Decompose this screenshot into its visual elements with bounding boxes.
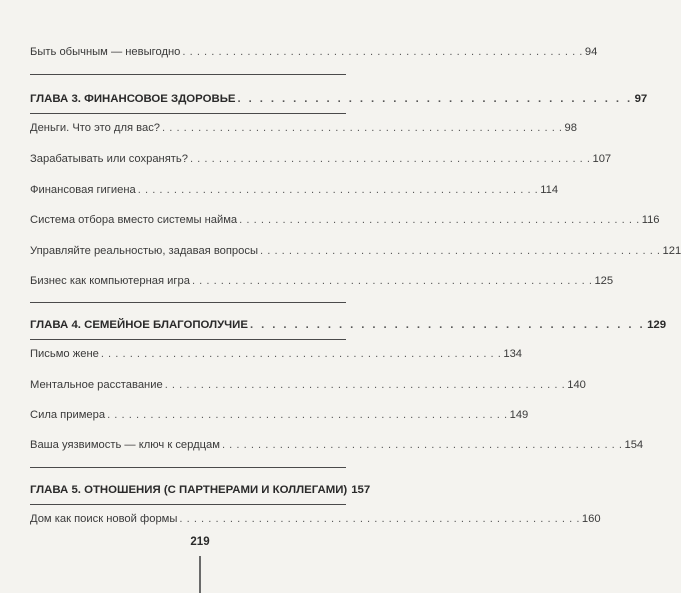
leader-dots: . . . . . . . . . . . . . . . . . . . . . . . . . . . . . . . . . . . . . . . . . . . . . . . . . . . . . . . . bbox=[107, 409, 508, 421]
page-number: 219 bbox=[190, 536, 210, 548]
toc-entry bbox=[30, 274, 614, 288]
leader-dots: . . . . . . . . . . . . . . . . . . . . . . . . . . . . . . . . . . . . . . . . . . . . . . . . . . . . . . . . bbox=[191, 275, 593, 287]
chapter-page: 129 bbox=[647, 319, 667, 331]
toc-entry-title: Быть обычным — невыгодно bbox=[30, 46, 181, 58]
leader-dots: . . . . . . . . . . . . . . . . . . . . . . . . . . . . . . . . . . . . . . . . . . . . . . . . . . . . . . . . bbox=[100, 348, 502, 360]
leader-dots: . . . . . . . . . . . . . . . . . . . . . . . . . . . . . . . . . . . . . . . . . . . . . . . . . . . . . . . . bbox=[182, 46, 583, 58]
section-divider bbox=[30, 467, 346, 468]
toc-entry bbox=[30, 408, 529, 422]
leader-dots: . . . . . . . . . . . . . . . . . . . . . . . . . . . . . . . . . . . . . . . . . . . . . . . . . . . . . . . . bbox=[221, 439, 623, 451]
toc-entry-title: Управляйте реальностью, задавая вопросы bbox=[30, 245, 259, 257]
chapter-heading bbox=[30, 483, 371, 497]
toc-entry bbox=[30, 121, 577, 135]
toc-entry-title: Ваша уязвимость — ключ к сердцам bbox=[30, 439, 220, 451]
toc-entry bbox=[30, 183, 559, 197]
leader-dots: . . . . . . . . . . . . . . . . . . . . . . . . . . . . . . . . . . . . . . . . . . . . . . . . . . . . . . . . bbox=[260, 245, 661, 257]
toc-entry-title: Деньги. Что это для вас? bbox=[30, 122, 161, 134]
toc-entry-title: Сила примера bbox=[30, 409, 106, 421]
chapter-title: ГЛАВА 3. ФИНАНСОВОЕ ЗДОРОВЬЕ bbox=[30, 93, 236, 105]
chapter-page: 97 bbox=[634, 93, 648, 105]
leader-dots: . . . . . . . . . . . . . . . . . . . . . . . . . . . . . . . . . . . . . . . . . . . . . . . . . . . . . . . . bbox=[164, 379, 566, 391]
toc-entry-page: 160 bbox=[581, 513, 601, 525]
leader-dots: . . . . . . . . . . . . . . . . . . . . . . . . . . . . . . . . . . . . bbox=[249, 319, 646, 331]
chapter-title: ГЛАВА 4. СЕМЕЙНОЕ БЛАГОПОЛУЧИЕ bbox=[30, 319, 248, 331]
chapter-heading bbox=[30, 318, 667, 332]
leader-dots: . . . . . . . . . . . . . . . . . . . . . . . . . . . . . . . . . . . . bbox=[237, 93, 633, 105]
section-divider bbox=[30, 504, 346, 505]
chapter-heading bbox=[30, 92, 648, 106]
toc-entry bbox=[30, 347, 523, 361]
leader-dots: . . . . . . . . . . . . . . . . . . . . . . . . . . . . . . . . . . . . . . . . . . . . . . . . . . . . . . . . bbox=[239, 214, 640, 226]
toc-entry-title: Дом как поиск новой формы bbox=[30, 513, 178, 525]
toc-entry bbox=[30, 152, 612, 166]
toc-entry-page: 149 bbox=[509, 409, 529, 421]
chapter-page: 157 bbox=[351, 484, 371, 496]
toc-entry bbox=[30, 438, 644, 452]
leader-dots: . . . . . . . . . . . . . . . . . . . . . . . . . . . . . . . . . . . . . . . . . . . . . . . . . . . . . . . . bbox=[162, 122, 563, 134]
toc-entry-page: 98 bbox=[564, 122, 577, 134]
toc-entry-title: Зарабатывать или сохранять? bbox=[30, 153, 188, 165]
toc-entry-page: 140 bbox=[567, 379, 586, 391]
toc-entry bbox=[30, 213, 660, 227]
toc-entry-title: Бизнес как компьютерная игра bbox=[30, 275, 190, 287]
toc-entry-page: 94 bbox=[584, 46, 598, 58]
section-divider bbox=[30, 302, 346, 303]
toc-entry-title: Финансовая гигиена bbox=[30, 184, 136, 196]
toc-entry-title: Письмо жене bbox=[30, 348, 99, 360]
toc-entry bbox=[30, 378, 586, 392]
toc-entry-page: 125 bbox=[594, 275, 614, 287]
page-number-rule bbox=[199, 556, 201, 593]
toc-entry-page: 114 bbox=[540, 184, 559, 196]
toc-entry-page: 107 bbox=[592, 153, 612, 165]
leader-dots: . . . . . . . . . . . . . . . . . . . . . . . . . . . . . . . . . . . . . . . . . . . . . . . . . . . . . . . . bbox=[179, 513, 580, 525]
toc-entry-title: Система отбора вместо системы найма bbox=[30, 214, 238, 226]
toc-entry bbox=[30, 512, 601, 526]
section-divider bbox=[30, 74, 346, 75]
toc-entry-page: 121 bbox=[662, 245, 681, 257]
chapter-title: ГЛАВА 5. ОТНОШЕНИЯ (С ПАРТНЕРАМИ И КОЛЛЕГАМИ) bbox=[30, 484, 348, 496]
leader-dots: . . . . . . . . . . . . . . . . . . . . . . . . . . . . . . . . . . . . . . . . . . . . . . . . . . . . . . . . bbox=[137, 184, 539, 196]
toc-entry-page: 134 bbox=[503, 348, 523, 360]
section-divider bbox=[30, 113, 346, 114]
toc-entry-title: Ментальное расставание bbox=[30, 379, 163, 391]
toc-entry bbox=[30, 244, 681, 258]
leader-dots: . . . . . . . . . . . . . . . . . . . . . . . . . . . . . . . . . . . . . . . . . . . . . . . . . . . . . . . . bbox=[189, 153, 591, 165]
toc-entry-page: 116 bbox=[641, 214, 660, 226]
toc-entry-page: 154 bbox=[624, 439, 644, 451]
toc-entry bbox=[30, 45, 598, 59]
section-divider bbox=[30, 339, 346, 340]
